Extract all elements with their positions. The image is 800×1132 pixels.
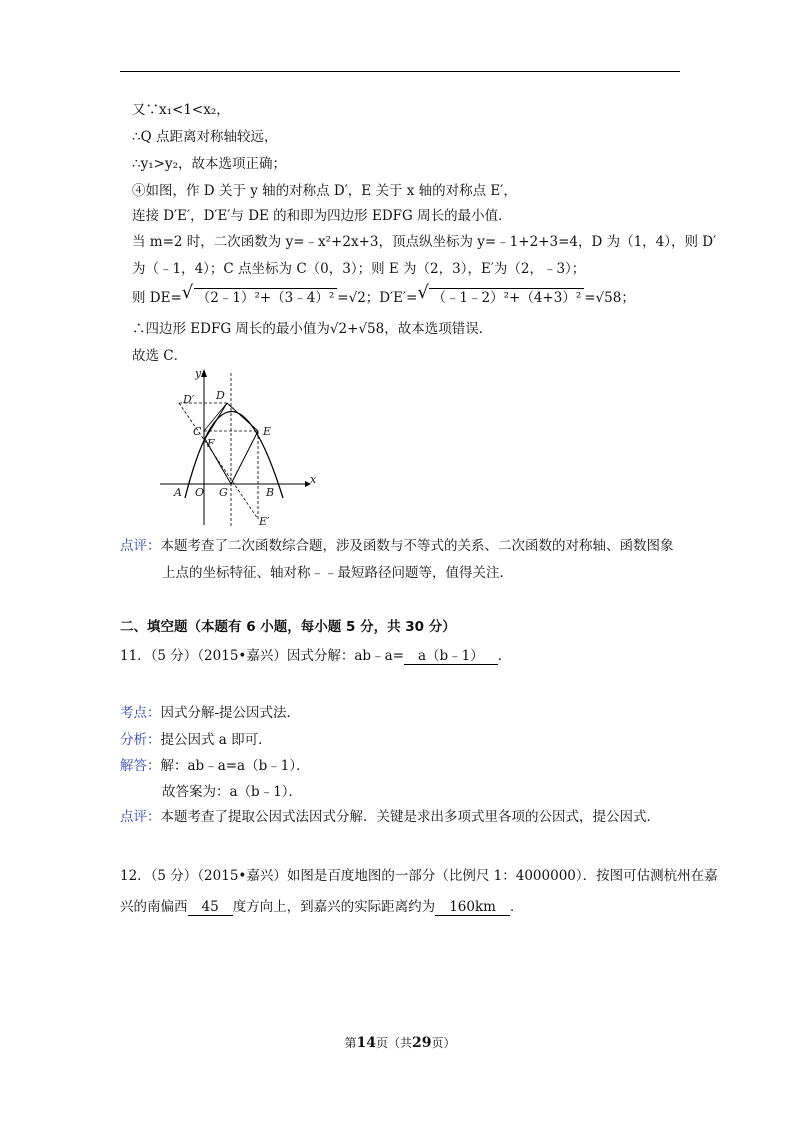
q11-jieda2: 故答案为：a（b﹣1）． xyxy=(162,784,303,800)
distance-formula-line xyxy=(132,282,635,307)
conclusion-plus: + xyxy=(347,321,359,337)
q12-mid: 度方向上，到嘉兴的实际距离约为 xyxy=(232,899,436,915)
text-line-7: 为（﹣1，4）；C 点坐标为 C（0，3）；则 E 为（2，3），E′为（2，﹣3）； xyxy=(132,261,586,277)
jieda-tag: 解答： xyxy=(120,758,161,774)
segment-cf xyxy=(204,403,227,431)
q11-answer-blank: a（b﹣1） xyxy=(404,648,498,665)
formula-end: ； xyxy=(621,290,635,306)
label-x: x xyxy=(310,473,317,486)
comment1-line2: 上点的坐标特征、轴对称﹣﹣最短路径问题等，值得关注． xyxy=(162,565,513,581)
page-footer xyxy=(0,1034,800,1051)
label-f: F xyxy=(207,437,215,450)
radical-dpep: √ （﹣1﹣2）²+（4+3）² xyxy=(417,288,584,307)
footer-mid: 页（共 xyxy=(375,1036,412,1050)
dianping-text: 本题考查了提取公因式法因式分解．关键是求出多项式里各项的公因式，提公因式． xyxy=(160,809,660,825)
text-line-5: 连接 D′E′，D′E′与 DE 的和即为四边形 EDFG 周长的最小值． xyxy=(132,208,512,224)
y-axis-arrow xyxy=(201,369,207,377)
conclusion-suffix: ，故本选项错误． xyxy=(384,321,493,337)
kaodian-text: 因式分解-提公因式法． xyxy=(160,705,301,721)
footer-post: 页） xyxy=(431,1036,456,1050)
label-o: O xyxy=(195,486,205,499)
label-d-prime: D′ xyxy=(183,393,195,406)
label-a: A xyxy=(174,486,182,499)
text-line-6: 当 m=2 时，二次函数为 y=﹣x²+2x+3，顶点纵坐标为 y=﹣1+2+3=4，D 为（1，4），则 D′ xyxy=(132,234,717,250)
fenxi-text: 提公因式 a 即可． xyxy=(160,732,272,748)
q12-line1: 12．（5 分）（2015•嘉兴）如图是百度地图的一部分（比例尺 1：4000000）．按图可估测杭州在嘉 xyxy=(120,868,718,884)
text-line-4: ④如图，作 D 关于 y 轴的对称点 D′，E 关于 x 轴的对称点 E′， xyxy=(132,183,517,199)
label-d: D xyxy=(216,389,225,402)
label-b: B xyxy=(266,486,275,499)
q11-dianping xyxy=(120,808,660,826)
choose-line: 故选 C． xyxy=(132,348,188,364)
q12-end: ． xyxy=(509,899,524,915)
section-heading: 二、填空题（本题有 6 小题，每小题 5 分，共 30 分） xyxy=(120,619,456,635)
conclusion-prefix: ∴四边形 EDFG 周长的最小值为 xyxy=(132,321,330,337)
footer-page-number: 14 xyxy=(356,1035,376,1051)
q11-stem-text: 11．（5 分）（2015•嘉兴）因式分解：ab﹣a= xyxy=(120,648,404,664)
label-e-prime: E′ xyxy=(259,515,270,528)
conclusion-line xyxy=(132,320,492,338)
label-e: E xyxy=(263,425,272,438)
q11-stem xyxy=(120,647,511,665)
radical-de: √ （2﹣1）²+（3﹣4）² xyxy=(182,288,338,307)
footer-pre: 第 xyxy=(344,1036,357,1050)
q12-answer2-blank: 160km xyxy=(435,899,510,916)
q11-kaodian xyxy=(120,704,300,722)
conclusion-v2: √58 xyxy=(358,321,385,337)
q12-pre: 兴的南偏西 xyxy=(120,899,188,915)
label-c: C xyxy=(193,425,202,438)
comment1-text1: 本题考查了二次函数综合题，涉及函数与不等式的关系、二次函数的对称轴、函数图象 xyxy=(160,538,674,554)
formula-prefix: 则 DE= xyxy=(132,290,182,306)
q11-jieda xyxy=(120,757,310,775)
q11-fenxi xyxy=(120,731,272,749)
q12-answer1-blank: 45 xyxy=(188,899,233,916)
jieda-text: 解：ab﹣a=a（b﹣1）． xyxy=(160,758,310,774)
formula-val2: √58 xyxy=(595,290,622,306)
segment-df xyxy=(205,403,227,439)
comment1-tag: 点评： xyxy=(120,538,161,554)
radicand-de: （2﹣1）²+（3﹣4）² xyxy=(194,288,338,307)
dianping-tag: 点评： xyxy=(120,809,161,825)
radicand-dpep: （﹣1﹣2）²+（4+3）² xyxy=(429,288,584,307)
q11-end: ． xyxy=(497,648,512,664)
formula-eq2: = xyxy=(584,290,596,306)
parabola-figure xyxy=(155,365,325,535)
segment-ge xyxy=(231,431,258,484)
header-rule xyxy=(120,71,680,72)
q12-line2 xyxy=(120,898,523,916)
formula-mid: ；D′E′= xyxy=(365,290,418,306)
label-g: G xyxy=(219,486,228,499)
label-y: y xyxy=(195,367,202,380)
comment1-line1 xyxy=(120,537,674,555)
conclusion-v1: √2 xyxy=(329,321,348,337)
text-line-2: ∴Q 点距离对称轴较远， xyxy=(132,129,278,145)
formula-val1: √2 xyxy=(348,290,366,306)
footer-total-pages: 29 xyxy=(412,1035,432,1051)
text-line-3: ∴y₁>y₂，故本选项正确； xyxy=(132,156,286,172)
fenxi-tag: 分析： xyxy=(120,732,161,748)
kaodian-tag: 考点： xyxy=(120,705,161,721)
text-line-1: 又∵x₁<1<x₂， xyxy=(132,102,230,118)
formula-eq1: = xyxy=(337,290,349,306)
segment-de xyxy=(227,403,258,431)
